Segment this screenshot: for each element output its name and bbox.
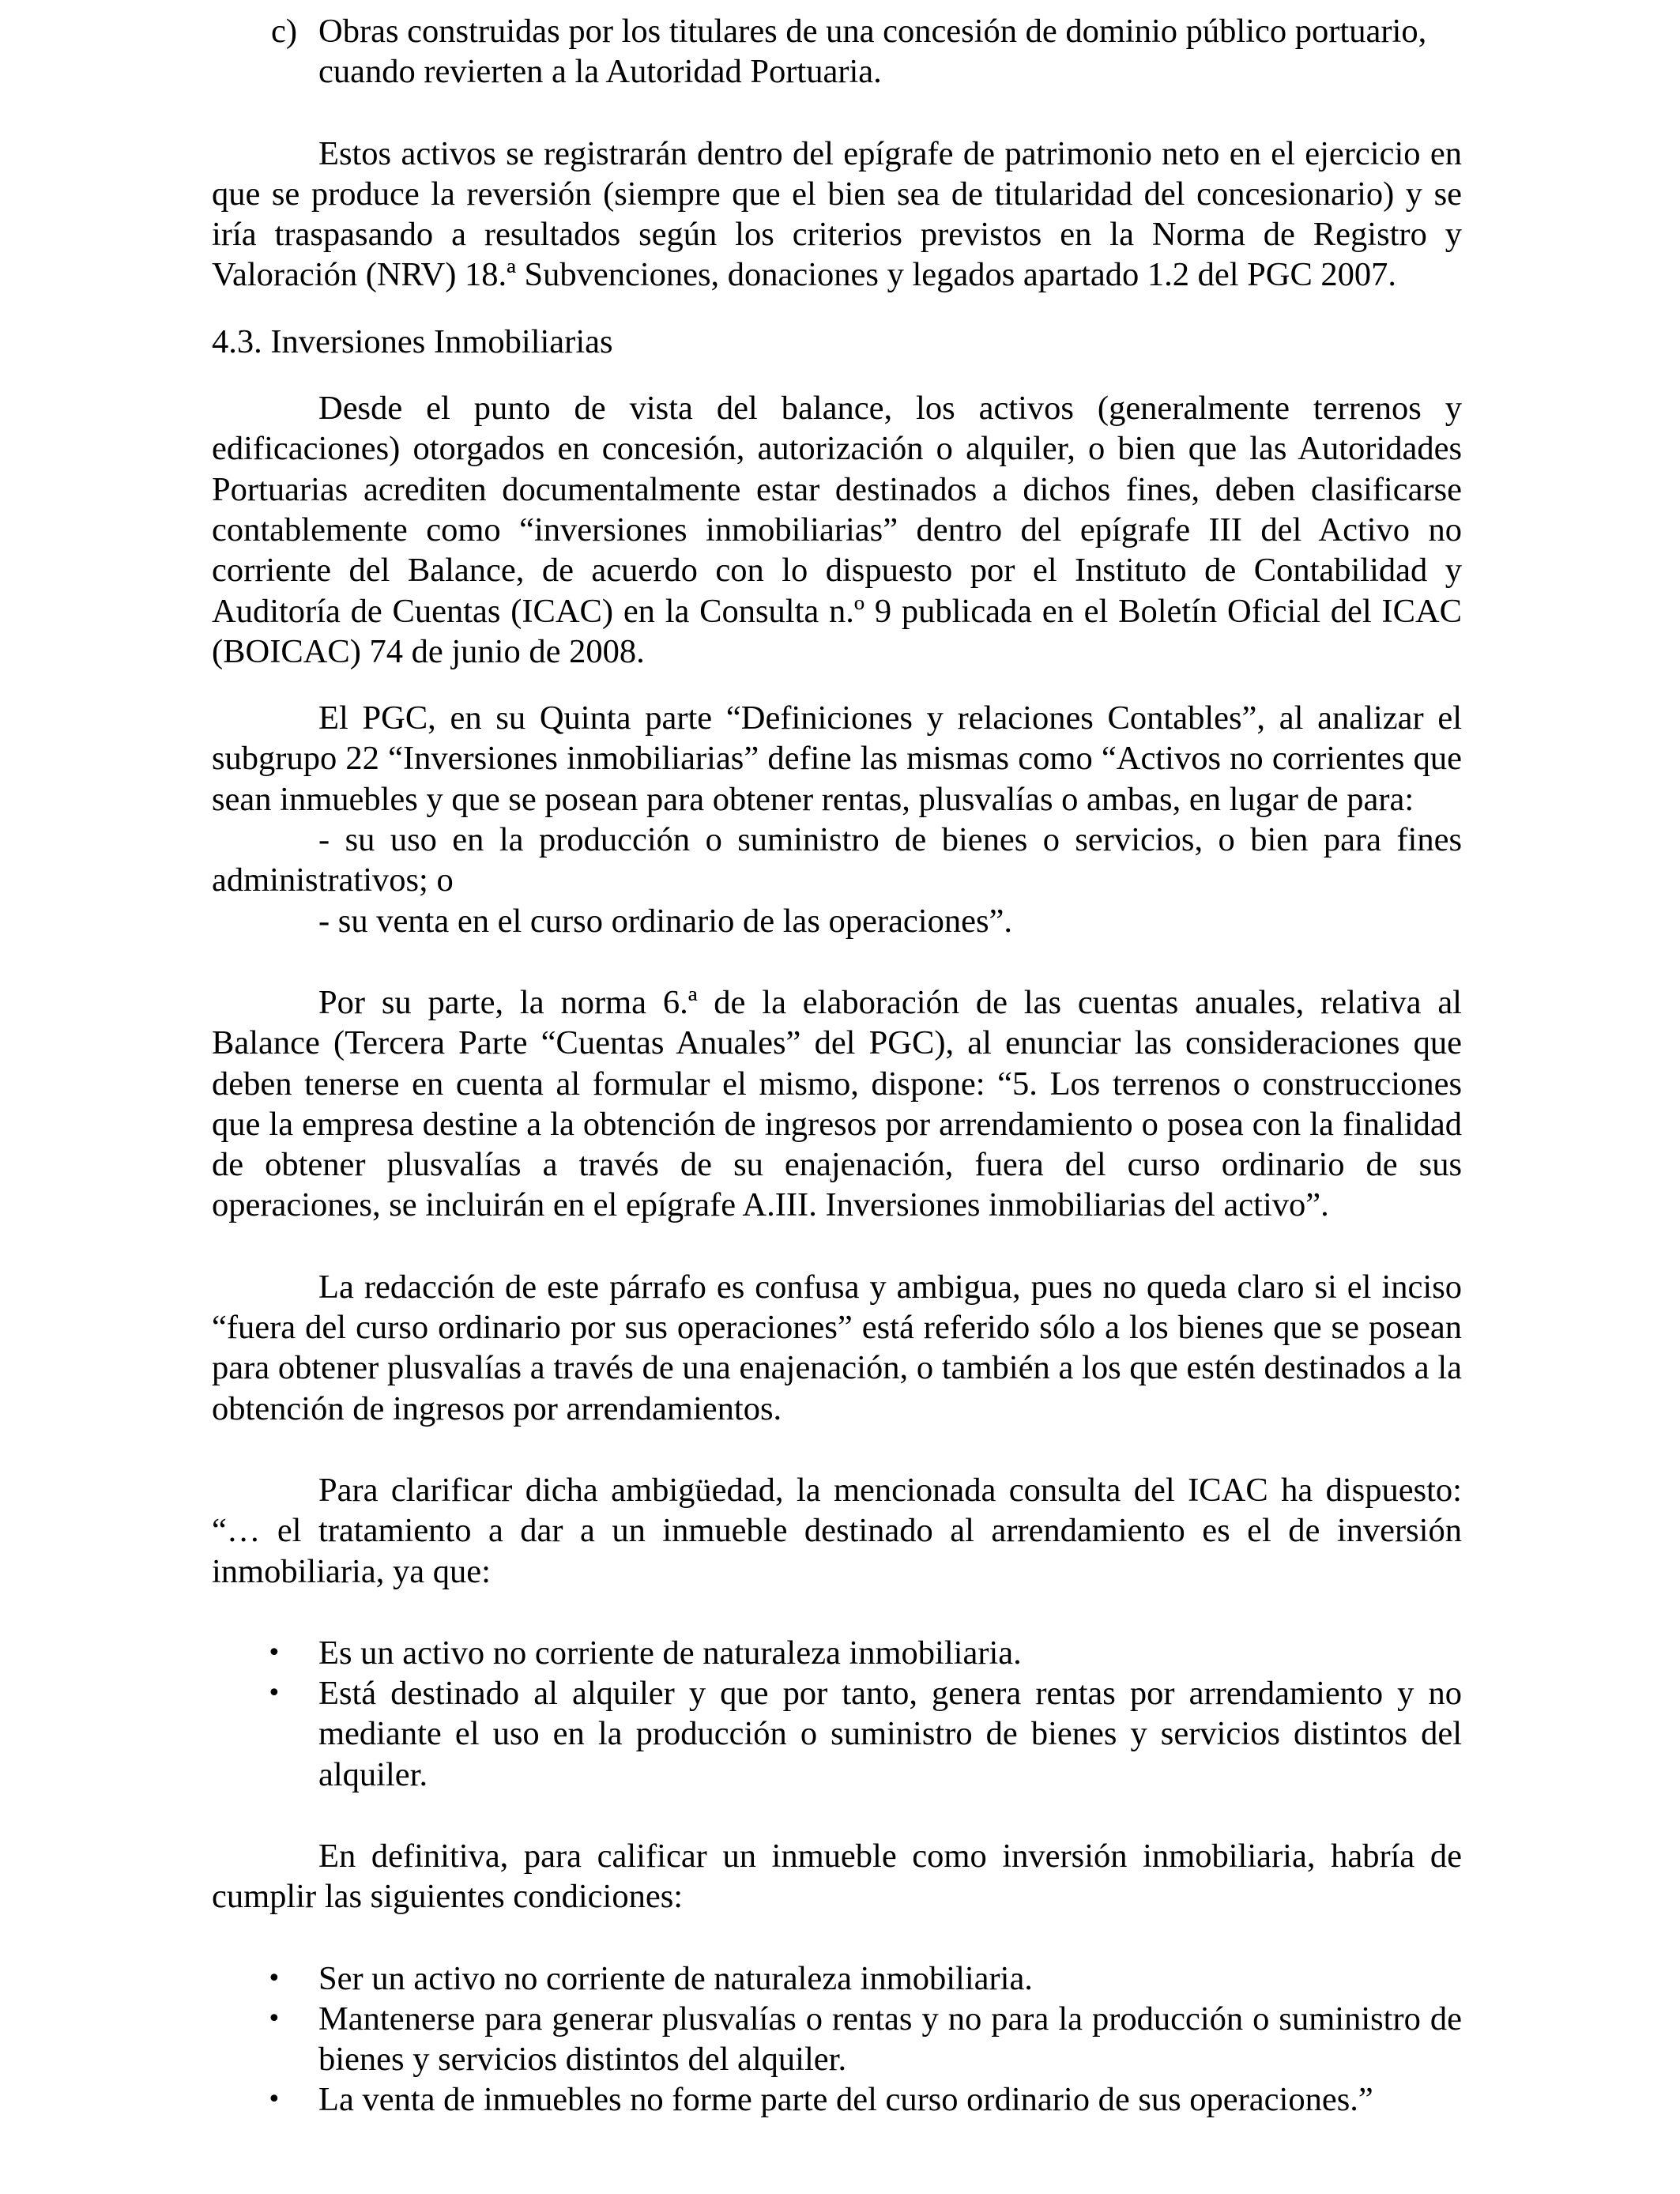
- section-heading: 4.3. Inversiones Inmobiliarias: [212, 322, 613, 360]
- list-item: [212, 2079, 1462, 2120]
- paragraph-balance: Desde el punto de vista del balance, los activos (generalmente terrenos y edificaciones) otorgados en concesión, autorización o alquiler, o bien que las Autoridades Portuarias acrediten documentalmente estar destinados a dichos fines, deben clasificarse contablemente como “inversiones inmobiliarias” dentro del epígrafe III del Activo no corriente del Balance, de acuerdo con lo dispuesto por el Instituto de Contabilidad y Auditoría de Cuentas (ICAC) en la Consulta n.º 9 publicada en el Boletín Oficial del ICAC (BOICAC) 74 de junio de 2008.: [212, 390, 1462, 670]
- list-item-c-text: Obras construidas por los titulares de una concesión de dominio público portuario, cuando revierten a la Autoridad Portuaria.: [318, 13, 1427, 91]
- bullet-list-icac: [212, 1633, 1462, 1795]
- spacer: [212, 362, 1462, 388]
- spacer: [212, 296, 1462, 322]
- spacer: [212, 1917, 1462, 1958]
- bullet-list-condiciones: [212, 1958, 1462, 2120]
- paragraph-pgc: El PGC, en su Quinta parte “Definiciones y relaciones Contables”, al analizar el subgrupo 22 “Inversiones inmobiliarias” define las mismas como “Activos no corrientes que sean inmuebles y que se posean para obtener rentas, plusvalías o ambas, en lugar de para:: [212, 699, 1462, 818]
- list-item: [212, 1958, 1462, 1999]
- list-marker-c: c): [271, 13, 298, 50]
- bullet-icon: •: [267, 1964, 281, 1992]
- list-item-text: Ser un activo no corriente de naturaleza inmobiliaria.: [318, 1959, 1033, 1997]
- spacer: [212, 92, 1462, 134]
- dash-item-venta: - su venta en el curso ordinario de las operaciones”.: [318, 902, 1012, 940]
- list-item-text: Mantenerse para generar plusvalías o rentas y no para la producción o suministro de bienes y servicios distintos del alquiler.: [318, 2000, 1462, 2079]
- spacer: [212, 1429, 1462, 1470]
- bullet-icon: •: [267, 2086, 281, 2114]
- spacer: [212, 672, 1462, 698]
- list-item-text: La venta de inmuebles no forme parte del curso ordinario de sus operaciones.”: [318, 2081, 1373, 2119]
- list-item-text: Es un activo no corriente de naturaleza inmobiliaria.: [318, 1634, 1022, 1672]
- paragraph-definitiva: En definitiva, para calificar un inmueble como inversión inmobiliaria, habría de cumplir las siguientes condiciones:: [212, 1837, 1462, 1916]
- spacer: [212, 1795, 1462, 1836]
- paragraph-redaccion: La redacción de este párrafo es confusa y ambigua, pues no queda claro si el inciso “fuera del curso ordinario por sus operaciones” está referido sólo a los bienes que se posean para obtener plusvalías a través de una enajenación, o también a los que estén destinados a la obtención de ingresos por arrendamientos.: [212, 1268, 1462, 1427]
- paragraph-norma: Por su parte, la norma 6.ª de la elaboración de las cuentas anuales, relativa al Balance (Tercera Parte “Cuentas Anuales” del PGC), al enunciar las consideraciones que deben tenerse en cuenta al formular el mismo, dispone: “5. Los terrenos o construcciones que la empresa destine a la obtención de ingresos por arrendamiento o posea con la finalidad de obtener plusvalías a través de su enajenación, fuera del curso ordinario de sus operaciones, se incluirán en el epígrafe A.III. Inversiones inmobiliarias del activo”.: [212, 983, 1462, 1224]
- list-item: [212, 1673, 1462, 1795]
- document-page: [212, 11, 1462, 2120]
- spacer: [212, 1226, 1462, 1267]
- bullet-icon: •: [267, 1638, 281, 1667]
- spacer: [212, 1592, 1462, 1633]
- dash-item-uso: - su uso en la producción o suministro de bienes o servicios, o bien para fines administrativos; o: [212, 821, 1462, 899]
- list-item-c: [212, 11, 1462, 92]
- bullet-icon: •: [267, 2004, 281, 2033]
- list-item-text: Está destinado al alquiler y que por tanto, genera rentas por arrendamiento y no mediante el uso en la producción o suministro de bienes y servicios distintos del alquiler.: [318, 1675, 1462, 1793]
- list-item: [212, 1633, 1462, 1673]
- bullet-icon: •: [267, 1679, 281, 1708]
- paragraph-registro: Estos activos se registrarán dentro del epígrafe de patrimonio neto en el ejercicio en que se produce la reversión (siempre que el bien sea de titularidad del concesionario) y se iría traspasando a resultados según los criterios previstos en la Norma de Registro y Valoración (NRV) 18.ª Subvenciones, donaciones y legados apartado 1.2 del PGC 2007.: [212, 134, 1462, 294]
- list-item: [212, 1999, 1462, 2080]
- paragraph-clarificar: Para clarificar dicha ambigüedad, la mencionada consulta del ICAC ha dispuesto: “… el tratamiento a dar a un inmueble destinado al arrendamiento es el de inversión inmobiliaria, ya que:: [212, 1471, 1462, 1590]
- spacer: [212, 941, 1462, 982]
